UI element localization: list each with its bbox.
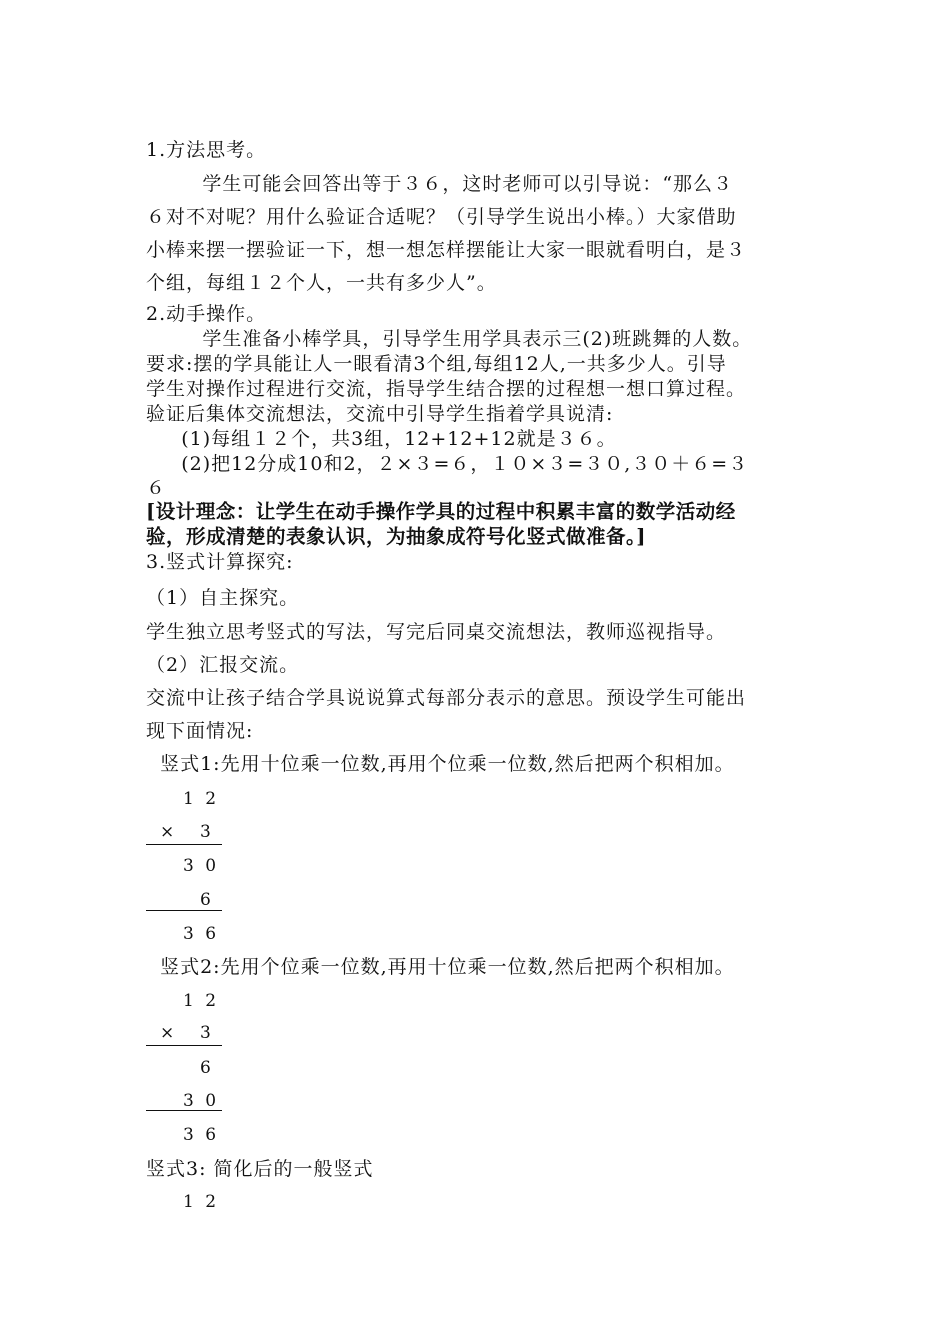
paragraph-line: 个组，每组１２个人，一共有多少人”。 xyxy=(146,272,497,294)
paragraph-line: 学生对操作过程进行交流，指导学生结合摆的过程想一想口算过程。 xyxy=(146,378,747,400)
calc2-multiplier: 3 xyxy=(200,1023,214,1043)
paragraph-line: ６ xyxy=(146,477,167,499)
calc1-partial-2: 6 xyxy=(200,890,214,910)
subheading: （2）汇报交流。 xyxy=(146,654,300,676)
multiply-sign: × xyxy=(160,822,178,842)
heading-method-thinking: 1.方法思考。 xyxy=(146,139,267,161)
paragraph-line: 小棒来摆一摆验证一下，想一想怎样摆能让大家一眼就看明白，是３ xyxy=(146,239,747,261)
vertical-form-2-desc: 竖式2:先用个位乘一位数,再用十位乘一位数,然后把两个积相加。 xyxy=(146,956,735,978)
paragraph-line: 学生可能会回答出等于３６，这时老师可以引导说：“那么３ xyxy=(146,173,734,195)
vertical-form-1-desc: 竖式1:先用十位乘一位数,再用个位乘一位数,然后把两个积相加。 xyxy=(146,753,735,775)
heading-hands-on: 2.动手操作。 xyxy=(146,303,267,325)
paragraph-line: 学生准备小棒学具，引导学生用学具表示三(2)班跳舞的人数。 xyxy=(146,328,753,350)
paragraph-line: 要求:摆的学具能让人一眼看清3个组,每组12人,一共多少人。引导 xyxy=(146,353,727,375)
calc1-partial-1: 3 0 xyxy=(183,856,220,876)
calc-rule xyxy=(146,1110,222,1111)
calc1-multiplier: 3 xyxy=(200,822,214,842)
calc-rule xyxy=(146,910,222,911)
paragraph-line: 现下面情况: xyxy=(146,720,254,742)
multiply-sign: × xyxy=(160,1023,178,1043)
calc3-multiplicand: 1 2 xyxy=(183,1192,220,1212)
design-concept-note: [设计理念：让学生在动手操作学具的过程中积累丰富的数学活动经 xyxy=(146,500,736,523)
vertical-form-3-desc: 竖式3: 简化后的一般竖式 xyxy=(146,1158,374,1180)
calc2-multiplicand: 1 2 xyxy=(183,991,220,1011)
subheading: （1）自主探究。 xyxy=(146,587,300,609)
calc1-multiplicand: 1 2 xyxy=(183,789,220,809)
paragraph-line: 交流中让孩子结合学具说说算式每部分表示的意思。预设学生可能出 xyxy=(146,687,747,709)
paragraph-line: 学生独立思考竖式的写法，写完后同桌交流想法，教师巡视指导。 xyxy=(146,621,727,643)
calc1-sum: 3 6 xyxy=(183,924,220,944)
calc2-partial-2: 3 0 xyxy=(183,1091,220,1111)
calc2-sum: 3 6 xyxy=(183,1125,220,1145)
calc-rule xyxy=(146,1045,222,1046)
heading-vertical-calc: 3.竖式计算探究: xyxy=(146,551,294,573)
calc2-partial-1: 6 xyxy=(200,1058,214,1078)
paragraph-line: ６对不对呢？用什么验证合适呢？（引导学生说出小棒。）大家借助 xyxy=(146,206,737,228)
paragraph-line: 验证后集体交流想法，交流中引导学生指着学具说清: xyxy=(146,403,614,425)
design-concept-note: 验，形成清楚的表象认识，为抽象成符号化竖式做准备。] xyxy=(146,525,646,548)
list-item: (1)每组１２个，共3组，12+12+12就是３６。 xyxy=(146,428,617,450)
calc-rule xyxy=(146,844,222,845)
list-item: (2)把12分成10和2，２×３=６，１０×３=３０,３０＋６=３ xyxy=(146,453,749,475)
